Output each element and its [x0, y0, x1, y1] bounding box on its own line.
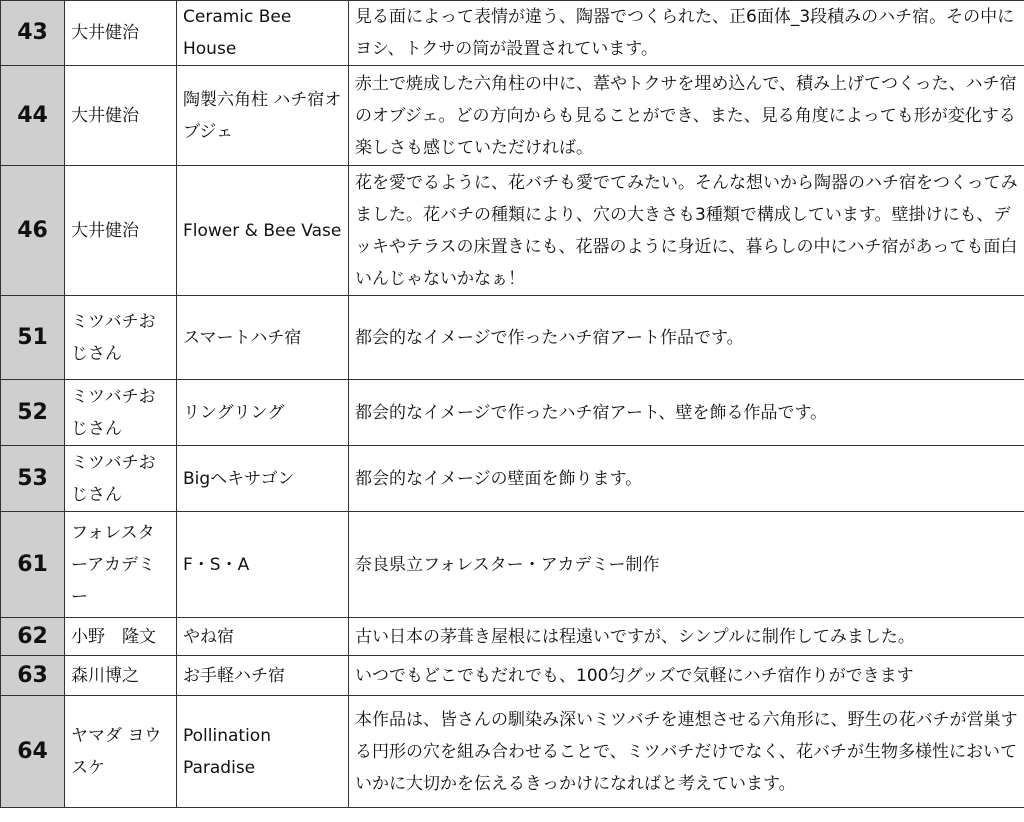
table-row: [1, 618, 1024, 656]
table-row: [1, 512, 1024, 618]
title-cell: F・S・A: [177, 512, 349, 618]
author-cell: ミツバチおじさん: [65, 446, 177, 512]
author-cell: 大井健治: [65, 66, 177, 166]
table-row: [1, 380, 1024, 446]
author-cell: ヤマダ ヨウスケ: [65, 696, 177, 808]
title-cell: Bigヘキサゴン: [177, 446, 349, 512]
table-row: [1, 66, 1024, 166]
title-cell: お手軽ハチ宿: [177, 656, 349, 696]
table-row: [1, 1, 1024, 66]
title-cell: リングリング: [177, 380, 349, 446]
author-cell: ミツバチおじさん: [65, 380, 177, 446]
title-cell: やね宿: [177, 618, 349, 656]
entry-number: 64: [1, 696, 65, 808]
table-row: [1, 296, 1024, 380]
entry-number: 51: [1, 296, 65, 380]
description-cell: 古い日本の茅葺き屋根には程遠いですが、シンプルに制作してみました。: [349, 618, 1024, 656]
entry-number: 62: [1, 618, 65, 656]
title-cell: スマートハチ宿: [177, 296, 349, 380]
author-cell: 大井健治: [65, 1, 177, 66]
entry-number: 52: [1, 380, 65, 446]
description-cell: 花を愛でるように、花バチも愛でてみたい。そんな想いから陶器のハチ宿をつくってみました。花バチの種類により、穴の大きさも3種類で構成しています。壁掛けにも、デッキやテラスの床置きにも、花器のように身近に、暮らしの中にハチ宿があっても面白いんじゃないかなぁ！: [349, 166, 1024, 296]
entry-number: 53: [1, 446, 65, 512]
entry-number: 61: [1, 512, 65, 618]
author-cell: 大井健治: [65, 166, 177, 296]
description-cell: 赤土で焼成した六角柱の中に、葦やトクサを埋め込んで、積み上げてつくった、ハチ宿のオブジェ。どの方向からも見ることができ、また、見る角度によっても形が変化する楽しさも感じていただければ。: [349, 66, 1024, 166]
entry-number: 44: [1, 66, 65, 166]
author-cell: フォレスターアカデミー: [65, 512, 177, 618]
description-cell: いつでもどこでもだれでも、100匀グッズで気軽にハチ宿作りができます: [349, 656, 1024, 696]
entry-number: 43: [1, 1, 65, 66]
title-cell: Pollination Paradise: [177, 696, 349, 808]
table-row: [1, 446, 1024, 512]
description-cell: 都会的なイメージで作ったハチ宿アート、壁を飾る作品です。: [349, 380, 1024, 446]
description-cell: 都会的なイメージで作ったハチ宿アート作品です。: [349, 296, 1024, 380]
description-cell: 見る面によって表情が違う、陶器でつくられた、正6面体_3段積みのハチ宿。その中にヨシ、トクサの筒が設置されています。: [349, 1, 1024, 66]
table-row: [1, 656, 1024, 696]
description-cell: 都会的なイメージの壁面を飾ります。: [349, 446, 1024, 512]
title-cell: Flower & Bee Vase: [177, 166, 349, 296]
author-cell: 小野 隆文: [65, 618, 177, 656]
table-row: [1, 696, 1024, 808]
description-cell: 奈良県立フォレスター・アカデミー制作: [349, 512, 1024, 618]
title-cell: Ceramic Bee House: [177, 1, 349, 66]
entry-number: 46: [1, 166, 65, 296]
entry-number: 63: [1, 656, 65, 696]
table-row: [1, 166, 1024, 296]
author-cell: 森川博之: [65, 656, 177, 696]
author-cell: ミツバチおじさん: [65, 296, 177, 380]
description-cell: 本作品は、皆さんの馴染み深いミツバチを連想させる六角形に、野生の花バチが営巣する円形の穴を組み合わせることで、ミツバチだけでなく、花バチが生物多様性においていかに大切かを伝えるきっかけになればと考えています。: [349, 696, 1024, 808]
title-cell: 陶製六角柱 ハチ宿オブジェ: [177, 66, 349, 166]
